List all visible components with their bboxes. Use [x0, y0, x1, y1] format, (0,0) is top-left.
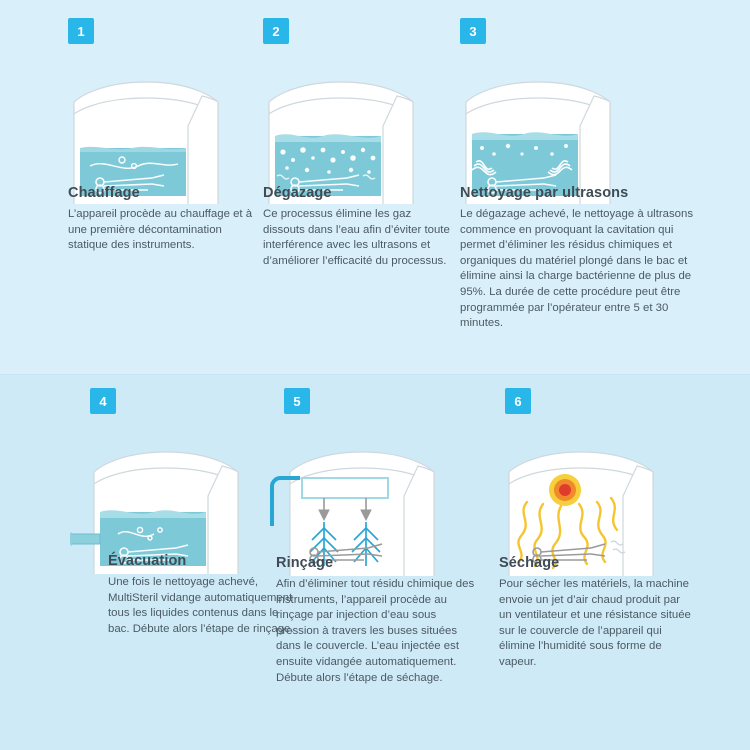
step-3	[460, 18, 705, 332]
step-2-number-badge: 2	[263, 18, 289, 44]
step-3-title: Nettoyage par ultrasons	[460, 185, 629, 201]
step-3-text-block	[460, 185, 705, 332]
step-6-number-badge: 6	[505, 388, 531, 414]
step-5	[276, 388, 476, 686]
step-1-body: L’appareil procède au chauffage et à une première décontamination statique des instruments.	[68, 208, 253, 252]
step-4-body: Une fois le nettoyage achevé, MultiSteril vidange automatiquement tous les liquides contenus dans le bac. Débute alors l’étape de rinçage.	[108, 576, 294, 635]
step-6-body: Pour sécher les matériels, la machine envoie un jet d’air chaud produit par un ventilateur et une résistance située sur le couvercle de l’appareil qui élimine l’humidité sous forme de vapeur.	[499, 578, 691, 668]
step-1-title: Chauffage	[68, 185, 140, 201]
step-5-number-badge: 5	[284, 388, 310, 414]
step-1	[68, 18, 258, 254]
step-4-number-badge: 4	[90, 388, 116, 414]
step-3-number-badge: 3	[460, 18, 486, 44]
step-5-body: Afin d’éliminer tout résidu chimique des instruments, l’appareil procède au rinçage par injection d’eau sous pression à travers les buses situées dans le couvercle. L’eau injectée est ensuite vidangée automatiquement. Débute alors l’étape de séchage.	[276, 578, 475, 684]
step-1-number-badge: 1	[68, 18, 94, 44]
step-2-title: Dégazage	[263, 185, 332, 201]
step-4	[90, 388, 298, 637]
step-5-title: Rinçage	[276, 555, 334, 571]
step-3-body: Le dégazage achevé, le nettoyage à ultrasons commence en provoquant la cavitation qui permet d’éliminer les résidus chimiques et organiques du matériel plongé dans le bac et élimine ainsi la charge bactérienne de plus de 95%. La durée de cette procédure peut être programmée par l’opérateur entre 5 et 30 minutes.	[460, 208, 694, 330]
step-2-body: Ce processus élimine les gaz dissouts dans l’eau afin d’éviter toute interférence avec les ultrasons et d’améliorer l’efficacité du processus.	[263, 208, 450, 267]
step-6-title: Séchage	[499, 555, 560, 571]
step-4-title: Évacuation	[108, 553, 187, 569]
step-6	[499, 388, 695, 671]
step-2	[263, 18, 453, 269]
band-divider	[0, 374, 750, 375]
